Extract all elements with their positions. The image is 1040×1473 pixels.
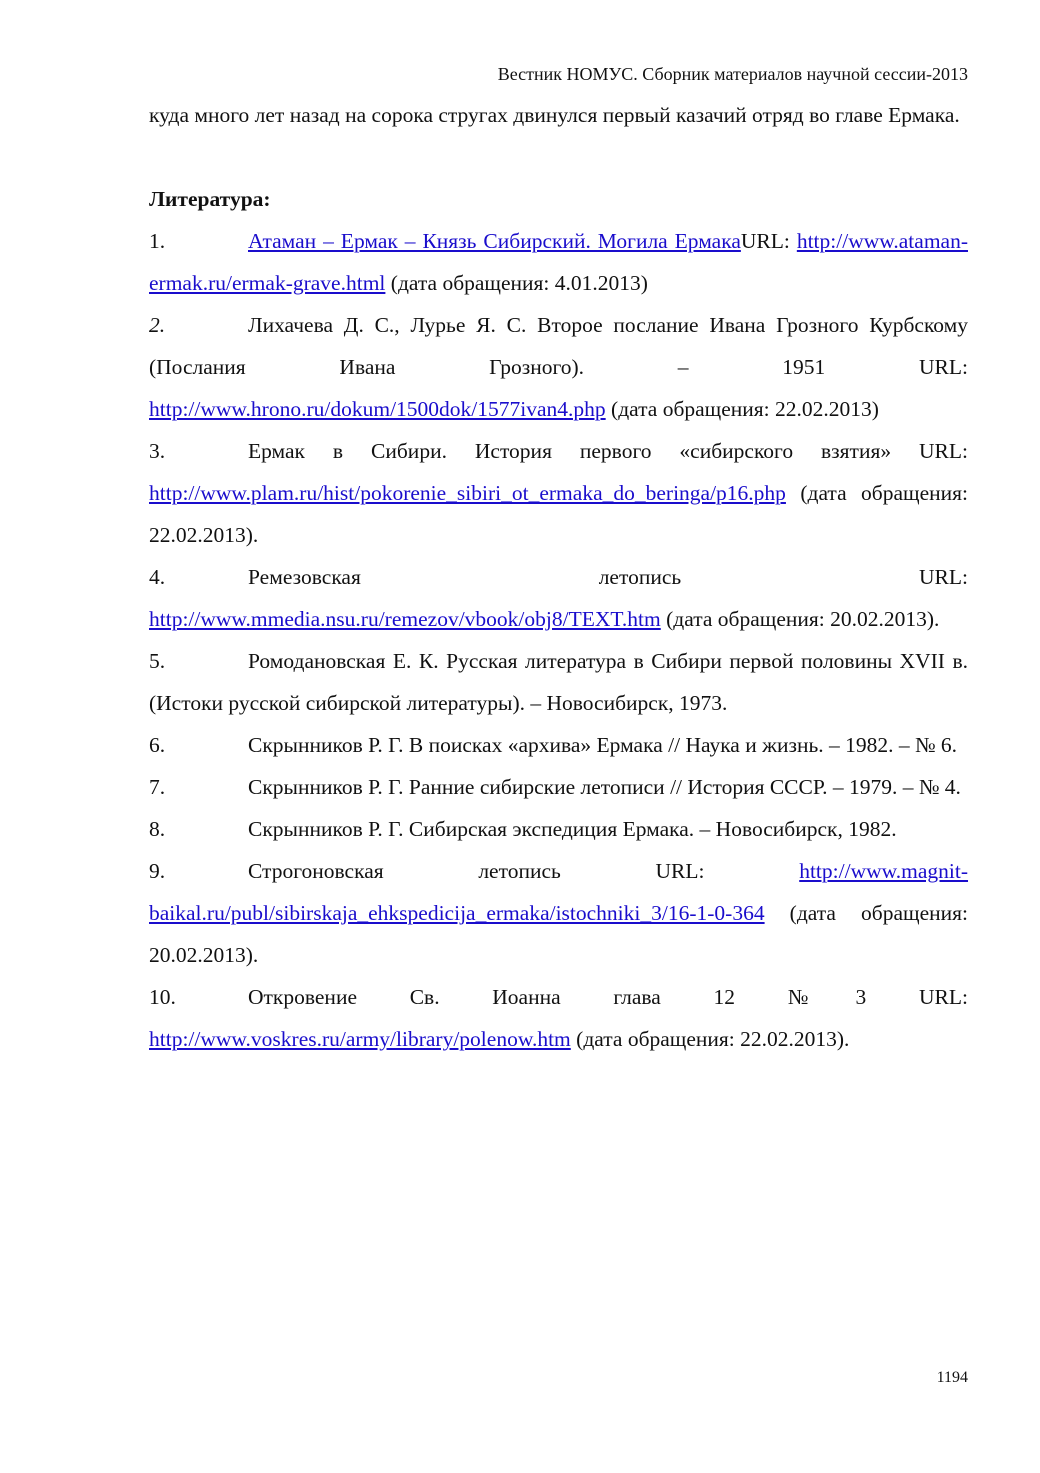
reference-access-date: (дата обращения: 20.02.2013). xyxy=(149,901,968,967)
reference-access-date: (дата обращения: 20.02.2013). xyxy=(660,607,940,631)
reference-url-link[interactable]: http://www.mmedia.nsu.ru/remezov/vbook/obj8/TEXT.htm xyxy=(149,607,661,631)
reference-number: 10. xyxy=(149,985,176,1009)
reference-number: 2. xyxy=(149,313,166,337)
reference-item xyxy=(149,766,968,808)
reference-item xyxy=(149,220,968,304)
reference-access-date: (дата обращения: 22.02.2013). xyxy=(149,481,968,547)
page-content xyxy=(149,94,968,1060)
reference-number: 4. xyxy=(149,565,166,589)
reference-number: 6. xyxy=(149,733,166,757)
reference-number: 1. xyxy=(149,229,166,253)
reference-url-link[interactable]: http://www.hrono.ru/dokum/1500dok/1577ivan4.php xyxy=(149,397,606,421)
reference-item xyxy=(149,430,968,556)
reference-item xyxy=(149,808,968,850)
reference-text: Откровение Св. Иоанна глава 12 №3 URL: xyxy=(248,985,968,1009)
reference-number: 3. xyxy=(149,439,166,463)
reference-number: 5. xyxy=(149,649,166,673)
reference-number: 8. xyxy=(149,817,166,841)
reference-text: Ромодановская Е. К. Русская литература в Сибири первой половины XVII в. (Истоки русской сибирской литературы). – Новосибирск, 1973. xyxy=(149,649,968,715)
reference-url-label: URL: xyxy=(740,229,790,253)
reference-url-link[interactable]: http://www.ataman-ermak.ru/ermak-grave.html xyxy=(149,229,968,295)
intro-paragraph: куда много лет назад на сорока стругах двинулся первый казачий отряд во главе Ермака. xyxy=(149,103,960,127)
reference-url-link[interactable]: http://www.plam.ru/hist/pokorenie_sibiri_ot_ermaka_do_beringa/p16.php xyxy=(149,481,786,505)
reference-title-link[interactable]: Атаман – Ермак – Князь Сибирский. Могила Ермака xyxy=(248,229,741,253)
reference-access-date: (дата обращения: 22.02.2013) xyxy=(605,397,879,421)
reference-text: Скрынников Р. Г. Сибирская экспедиция Ермака. – Новосибирск, 1982. xyxy=(248,817,897,841)
reference-item xyxy=(149,850,968,976)
reference-access-date: (дата обращения: 22.02.2013). xyxy=(570,1027,850,1051)
reference-text: Скрынников Р. Г. Ранние сибирские летописи // История СССР. – 1979. – № 4. xyxy=(248,775,961,799)
reference-text: Лихачева Д. С., Лурье Я. С. Второе послание Ивана Грозного Курбскому (Послания Ивана Грозного). – 1951 URL: xyxy=(149,313,968,379)
reference-text: Строгоновская летопись URL: xyxy=(248,859,705,883)
reference-item xyxy=(149,724,968,766)
reference-text: Скрынников Р. Г. В поисках «архива» Ермака // Наука и жизнь. – 1982. – № 6. xyxy=(248,733,958,757)
reference-item xyxy=(149,640,968,724)
reference-item xyxy=(149,304,968,430)
reference-number: 7. xyxy=(149,775,166,799)
reference-item xyxy=(149,556,968,640)
running-header: Вестник НОМУС. Сборник материалов научной сессии-2013 xyxy=(497,64,968,84)
reference-text: Ремезовская летопись URL: xyxy=(248,565,968,589)
reference-number: 9. xyxy=(149,859,166,883)
reference-text: Ермак в Сибири. История первого «сибирского взятия» URL: xyxy=(248,439,968,463)
reference-item xyxy=(149,976,968,1060)
literature-heading: Литература: xyxy=(149,187,271,211)
reference-url-link[interactable]: http://www.voskres.ru/army/library/polenow.htm xyxy=(149,1027,571,1051)
reference-url-link[interactable]: http://www.magnit-baikal.ru/publ/sibirskaja_ehkspedicija_ermaka/istochniki_3/16-1-0-364 xyxy=(149,859,969,925)
page-number: 1194 xyxy=(936,1369,968,1386)
reference-access-date: (дата обращения: 4.01.2013) xyxy=(385,271,648,295)
